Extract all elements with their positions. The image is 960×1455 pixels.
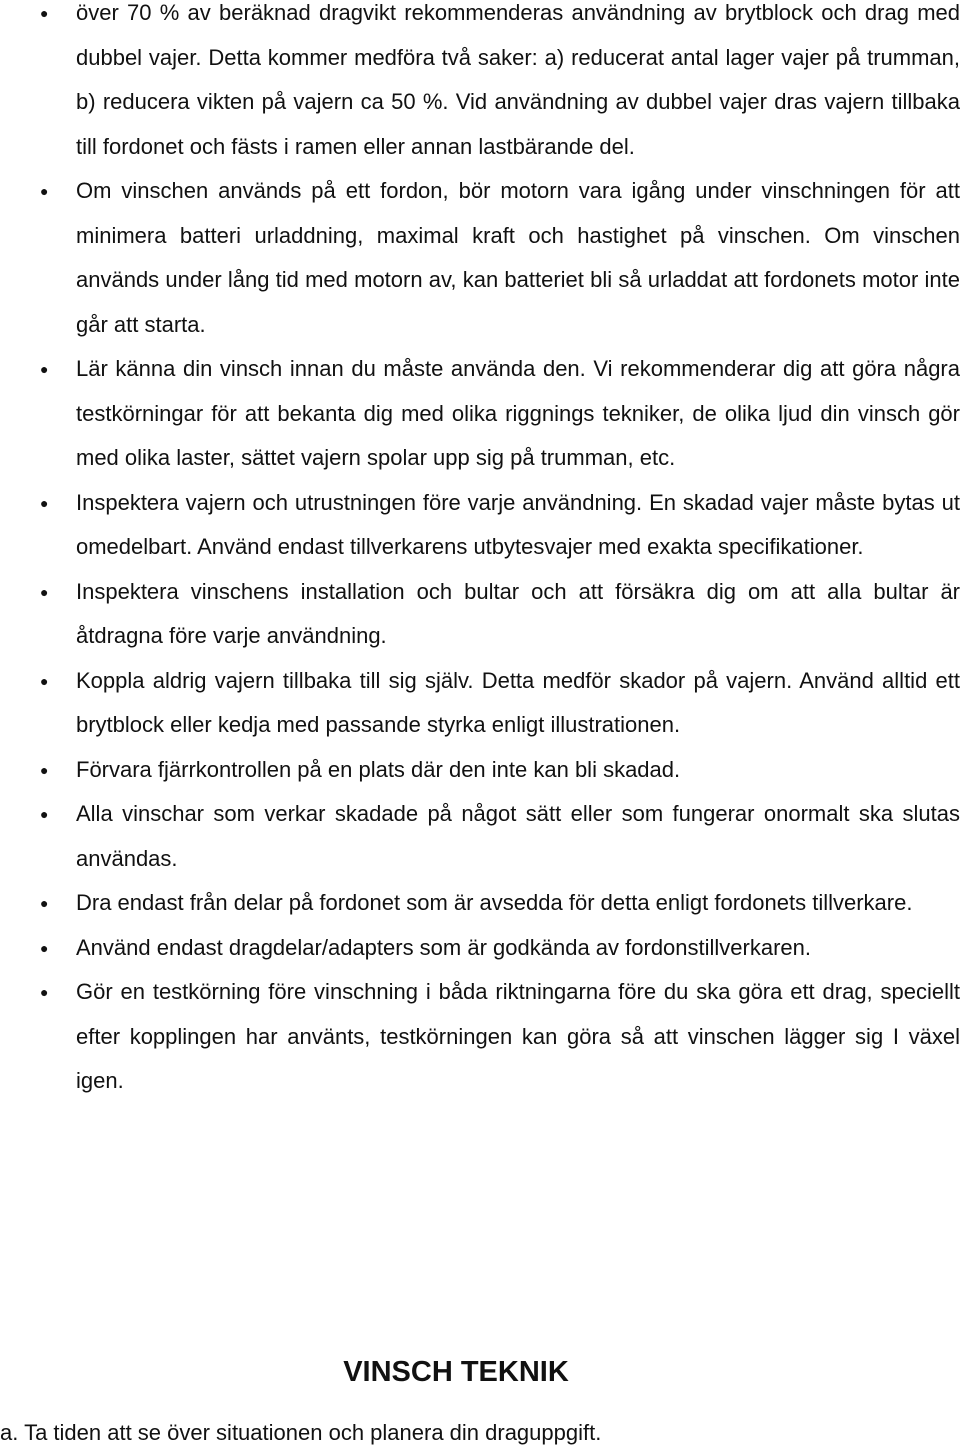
list-item: [0, 970, 960, 1104]
list-item-text: Dra endast från delar på fordonet som är avsedda för detta enligt fordonets tillverkare.: [76, 890, 913, 915]
list-item-text: Förvara fjärrkontrollen på en plats där den inte kan bli skadad.: [76, 756, 681, 782]
list-item: [0, 0, 960, 169]
list-item: [0, 659, 960, 748]
bullet-icon: ●: [40, 806, 49, 822]
bullet-icon: ●: [40, 583, 49, 600]
list-item-text: Koppla aldrig vajern tillbaka till sig själv. Detta medför skador på vajern. Använd alltid ett brytblock eller kedja med passande styrka enligt illustrationen.: [76, 667, 960, 737]
bullet-icon: ●: [40, 939, 49, 956]
list-item-text: Inspektera vajern och utrustningen före varje användning. En skadad vajer måste bytas ut omedelbart. Använd endast tillverkarens utbytesvajer med exakta specifikationer.: [76, 489, 960, 559]
bullet-icon: ●: [40, 984, 49, 1000]
list-item-text: över 70 % av beräknad dragvikt rekommenderas användning av brytblock och drag med dubbel vajer. Detta kommer medföra två saker: a) reducerat antal lager vajer på trumman, b) reducera vikten på vajern ca 50 %. Vid användning av dubbel vajer dras vajern tillbaka till fordonet och fästs i ramen eller annan lastbärande del.: [76, 0, 960, 159]
list-item-text: Inspektera vinschens installation och bultar och att försäkra dig om att alla bultar är åtdragna före varje användning.: [76, 578, 960, 648]
list-item-text: Om vinschen används på ett fordon, bör motorn vara igång under vinschningen för att minimera batteri urladdning, maximal kraft och hastighet på vinschen. Om vinschen används under lång tid med motorn av, kan batteriet bli så urladdat att fordonets motor inte går att starta.: [76, 178, 960, 337]
list-item: [0, 748, 960, 793]
list-item: [0, 792, 960, 881]
bullet-icon: ●: [40, 361, 49, 377]
bullet-icon: ●: [40, 895, 49, 911]
bullet-icon: ●: [40, 761, 49, 778]
list-item-text: Alla vinschar som verkar skadade på något sätt eller som fungerar onormalt ska slutas användas.: [76, 801, 960, 871]
list-item: [0, 481, 960, 570]
step-a-text: a. Ta tiden att se över situationen och planera din draguppgift.: [0, 1420, 602, 1445]
bullet-icon: ●: [40, 183, 49, 199]
list-item-text: Gör en testkörning före vinschning i båda riktningarna före du ska göra ett drag, speciellt efter kopplingen har använts, testkörningen kan göra så att vinschen lägger sig I växel igen.: [76, 979, 960, 1093]
list-item: [0, 169, 960, 347]
section-heading: VINSCH TEKNIK: [343, 1356, 569, 1388]
bullet-icon: ●: [40, 5, 49, 21]
bullet-icon: ●: [40, 672, 49, 689]
bullet-icon: ●: [40, 494, 49, 511]
list-item: [0, 347, 960, 481]
list-item-text: Använd endast dragdelar/adapters som är godkända av fordonstillverkaren.: [76, 934, 812, 960]
list-item: [0, 881, 960, 926]
list-item-text: Lär känna din vinsch innan du måste använda den. Vi rekommenderar dig att göra några testkörningar för att bekanta dig med olika riggnings tekniker, de olika ljud din vinsch gör med olika laster, sättet vajern spolar upp sig på trumman, etc.: [76, 356, 960, 470]
list-item: [0, 926, 960, 971]
list-item: [0, 570, 960, 659]
